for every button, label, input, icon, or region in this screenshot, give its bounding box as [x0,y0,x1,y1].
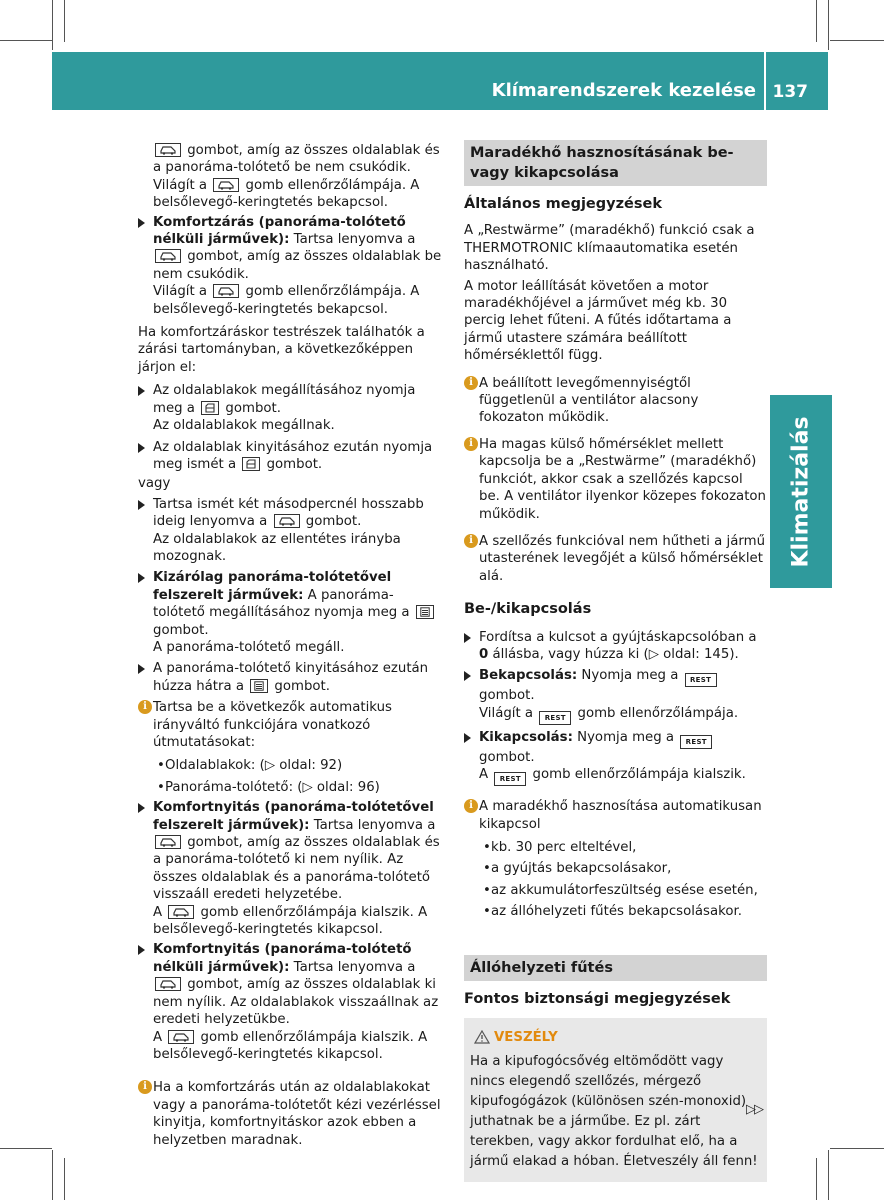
step-arrow-icon [464,633,471,643]
step-item [138,660,444,695]
page-title: Klímarendszerek kezelése [491,80,756,101]
paragraph: A „Restwärme” (maradékhő) funkció csak a THERMOTRONIC klímaautomatika esetén használható. [464,223,755,274]
rest-button-icon: REST [685,673,717,687]
text: Panoráma-tolótető: (▷ oldal: 96) [165,779,380,795]
comfort-car-button-icon [155,835,181,849]
text: Az oldalablakok megállításához nyomja meg a [153,383,416,416]
step-item [138,569,444,656]
text: Világít a [153,177,212,193]
info-note [464,436,767,523]
bullet: • [157,779,165,795]
text: Nyomja meg a [572,729,679,745]
step-label: Komfortzárás (panoráma-tolótető nélküli járművek): [153,214,406,248]
text: Az oldalablakok megállnak. [153,418,335,434]
step-item [138,496,444,566]
text: Világít a [479,705,538,721]
text: A panoráma-tolótető kinyitásához ezután húzza hátra a [153,661,429,694]
comfort-car-button-icon [168,1030,194,1044]
text: gomb ellenőrzőlámpája kialszik. [528,767,746,783]
text: az állóhelyzeti fűtés bekapcsolásakor. [491,904,742,920]
step-arrow-icon [138,386,145,396]
section-heading: Maradékhő hasznosításának be- vagy kikapcsolása [464,140,767,186]
list-item [138,757,444,774]
text: gombot. [153,622,209,638]
comfort-car-button-icon [168,905,194,919]
text: A [153,904,167,920]
step-item [464,667,767,724]
list-item [464,839,767,856]
rest-button-icon: REST [494,772,526,786]
text: A szellőzés funkcióval nem hűtheti a jármű utasterének levegőjét a külső hőmérséklet alá. [479,533,765,584]
text: kb. 30 perc elteltével, [491,839,637,855]
info-note [464,533,767,585]
warning-text: Ha a kipufogócsővég eltömődött vagy nincs elegendő szellőzés, mérgező kipufogógázok (különösen szén-monoxid) juthatnak be a járműbe. Ez pl. zárt terekben, vagy akkor fordulhat elő, ha a jármű elakad a hóban. Életveszély áll fenn! [470,1054,758,1169]
crop-mark [52,1150,53,1200]
step-label: Kizárólag panoráma-tolótetővel felszerelt járművek: [153,570,392,603]
crop-mark [0,40,52,41]
text: Oldalablakok: (▷ oldal: 92) [165,758,343,774]
text: Ha magas külső hőmérséklet mellett kapcsolja be a „Restwärme” (maradékhő) funkciót, akkor csak a szellőzés kapcsol be. A ventilátor ilyenkor közepes fokozaton működik. [479,436,766,522]
step-item [138,382,444,434]
text: gombot, amíg az összes oldalablak be nem csukódik. [153,249,442,282]
text: az akkumulátorfeszültség esése esetén, [491,882,758,898]
bullet: • [157,758,165,774]
text: gombot. [479,749,535,765]
text: gomb ellenőrzőlámpája. A belsőlevegő-keringtetés bekapcsol. [153,177,420,211]
step-item [138,439,444,474]
text: Fordítsa a kulcsot a gyújtáskapcsolóban a [479,629,757,645]
info-note [464,798,767,833]
paragraph: A motor leállítását követően a motor maradékhőjével a járművet még kb. 30 percig lehet fűteni. A fűtés időtartama a jármű utastere számára beállított hőmérséklettől függ. [464,278,732,364]
side-tab-label: Klimatizálás [788,415,814,568]
bullet: • [483,861,491,877]
text: gombot, amíg az összes oldalablak és a panoráma-tolótető be nem csukódik. [153,143,440,176]
text: Tartsa lenyomva a [309,817,436,833]
list-item [464,903,767,920]
page-number: 137 [772,82,808,102]
sunroof-button-icon [250,679,268,693]
crop-mark [52,0,53,50]
info-icon: i [464,799,478,813]
text: gomb ellenőrzőlámpája. A belsőlevegő-keringtetés bekapcsol. [153,284,420,317]
step-arrow-icon [138,945,145,955]
window-button-icon [242,457,260,471]
comfort-car-button-icon [155,143,181,157]
crop-mark [830,1148,884,1149]
text: gomb ellenőrzőlámpája kialszik. A belsőlevegő-keringtetés kikapcsol. [153,904,428,938]
page-header [52,52,828,110]
info-icon: i [138,1080,152,1094]
comfort-car-button-icon [213,178,239,192]
step-arrow-icon [138,500,145,510]
danger-warning-box [464,1018,767,1182]
text: A maradékhő hasznosítása automatikusan kikapcsol [479,799,762,832]
header-divider [764,52,766,110]
section-heading: Állóhelyzeti fűtés [464,955,767,981]
warning-header [470,1028,759,1048]
step-arrow-icon [138,443,145,453]
step-arrow-icon [138,664,145,674]
step-arrow-icon [138,573,145,583]
paragraph: Ha komfortzáráskor testrészek találhatók a zárási tartományban, a következőképpen járjon el: [138,325,425,375]
text: A panoráma-tolótető megáll. [153,639,345,655]
text: Tartsa be a következők automatikus irányváltó funkciójára vonatkozó útmutatásokat: [153,700,392,750]
text: állásba, vagy húzza ki (▷ oldal: 145). [488,646,739,662]
crop-mark [828,1150,829,1200]
text: gomb ellenőrzőlámpája. [573,705,739,721]
list-item [464,860,767,877]
list-item [138,779,444,796]
text: a gyújtás bekapcsolásakor, [491,861,672,877]
rest-button-icon: REST [680,735,712,749]
list-item [464,882,767,899]
text: gombot. [221,400,281,416]
bullet: • [483,882,491,898]
subheading: Fontos biztonsági megjegyzések [464,990,731,1007]
left-column [138,142,444,1149]
crop-mark [828,0,829,50]
subheading: Be-/kikapcsolás [464,601,592,618]
text: gombot, amíg az összes oldalablak ki nem nyílik. Az oldalablakok visszaállnak az eredeti helyzetükbe. [153,977,439,1028]
text: gombot. [270,678,330,694]
crop-mark [816,0,817,42]
side-tab [770,395,832,588]
text: A beállított levegőmennyiségtől függetlenül a ventilátor alacsony fokozaton működik. [479,375,699,426]
text: gombot. [301,514,362,530]
bullet: • [483,904,491,920]
comfort-car-button-icon [155,977,181,991]
step-label: Kikapcsolás: [479,729,573,745]
text: gombot. [479,688,535,704]
paragraph [138,142,444,212]
step-arrow-icon [138,218,145,228]
crop-mark [64,0,65,42]
info-icon: i [464,437,478,451]
step-item [138,799,444,938]
step-item [138,941,444,1063]
text: Nyomja meg a [577,668,683,684]
warning-title: VESZÉLY [494,1030,558,1045]
info-note [138,699,444,751]
text: A [153,1029,167,1045]
step-item [464,729,767,786]
comfort-car-button-icon [274,514,300,528]
step-arrow-icon [464,733,471,743]
step-item [464,629,767,664]
text: Az oldalablak kinyitásához ezután nyomja meg ismét a [153,439,433,472]
window-button-icon [201,401,219,415]
text: A panoráma-tolótető megállításához nyomja meg a [153,587,414,621]
comfort-car-button-icon [213,284,239,298]
bullet: • [483,839,491,855]
crop-mark [830,40,884,41]
rest-button-icon: REST [539,711,571,725]
step-arrow-icon [138,803,145,813]
text: gomb ellenőrzőlámpája kialszik. A belsőlevegő-keringtetés kikapcsol. [153,1029,428,1062]
info-icon: i [138,700,152,714]
text: Világít a [153,284,212,300]
crop-mark [0,1148,52,1149]
text: gombot. [262,456,323,472]
info-icon: i [464,376,478,390]
key-position: 0 [479,646,489,662]
step-label: Komfortnyitás (panoráma-tolótetővel felszerelt járművek): [153,800,434,833]
text: Az oldalablakok az ellentétes irányba mozognak. [153,531,401,564]
text: Ha a komfortzárás után az oldalablakokat vagy a panoráma-tolótetőt kézi vezérléssel kinyitja, komfortnyitáskor azok ebben a helyzetben maradnak. [153,1080,441,1148]
right-column [464,140,767,1182]
continued-marker: ▷▷ [746,1102,762,1117]
info-note [464,375,767,427]
crop-mark [64,1158,65,1200]
sunroof-button-icon [416,605,434,619]
text: Tartsa lenyomva a [289,232,416,248]
text: gombot, amíg az összes oldalablak és a panoráma-tolótető ki nem nyílik. Az összes oldalablak és a panoráma-tolótető visszaáll eredeti helyzetébe. [153,835,440,903]
info-icon: i [464,534,478,548]
step-arrow-icon [464,671,471,681]
warning-triangle-icon [474,1030,490,1044]
step-item [138,214,444,318]
info-note [138,1079,444,1149]
step-label: Bekapcsolás: [479,668,578,684]
text: Tartsa ismét két másodpercnél hosszabb ideig lenyomva a [153,496,424,530]
text: A [479,767,493,783]
paragraph: vagy [138,476,171,492]
step-label: Komfortnyitás (panoráma-tolótető nélküli járművek): [153,942,412,975]
subheading: Általános megjegyzések [464,196,662,212]
crop-mark [816,1158,817,1200]
text: Tartsa lenyomva a [289,959,416,975]
comfort-car-button-icon [155,249,181,263]
